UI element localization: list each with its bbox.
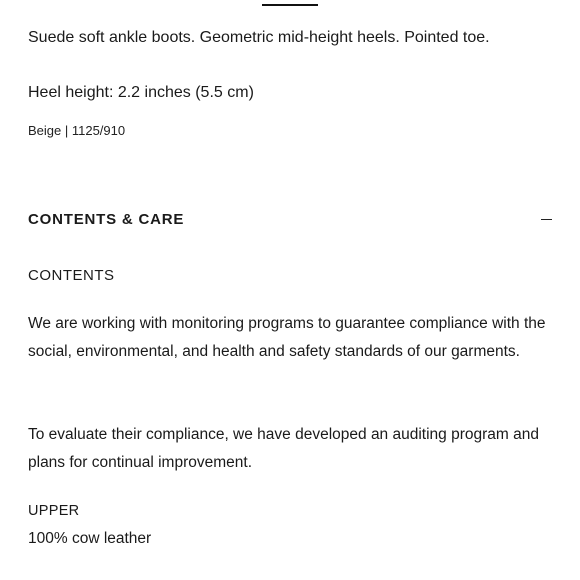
tab-indicator xyxy=(262,0,318,6)
upper-label: UPPER xyxy=(28,503,80,519)
contents-label: CONTENTS xyxy=(28,267,115,284)
contents-care-toggle[interactable] xyxy=(28,206,552,232)
heel-height: Heel height: 2.2 inches (5.5 cm) xyxy=(28,84,254,101)
audit-paragraph: To evaluate their compliance, we have developed an auditing program and plans for continual improvement. xyxy=(28,426,539,471)
product-description: Suede soft ankle boots. Geometric mid-height heels. Pointed toe. xyxy=(28,29,490,46)
section-title: CONTENTS & CARE xyxy=(28,210,185,228)
compliance-paragraph: We are working with monitoring programs to guarantee compliance with the social, environmental, and health and safety standards of our garments. xyxy=(28,315,546,360)
color-reference: Beige | 1125/910 xyxy=(28,123,126,138)
minus-icon[interactable] xyxy=(541,219,552,220)
upper-material: 100% cow leather xyxy=(28,530,152,547)
